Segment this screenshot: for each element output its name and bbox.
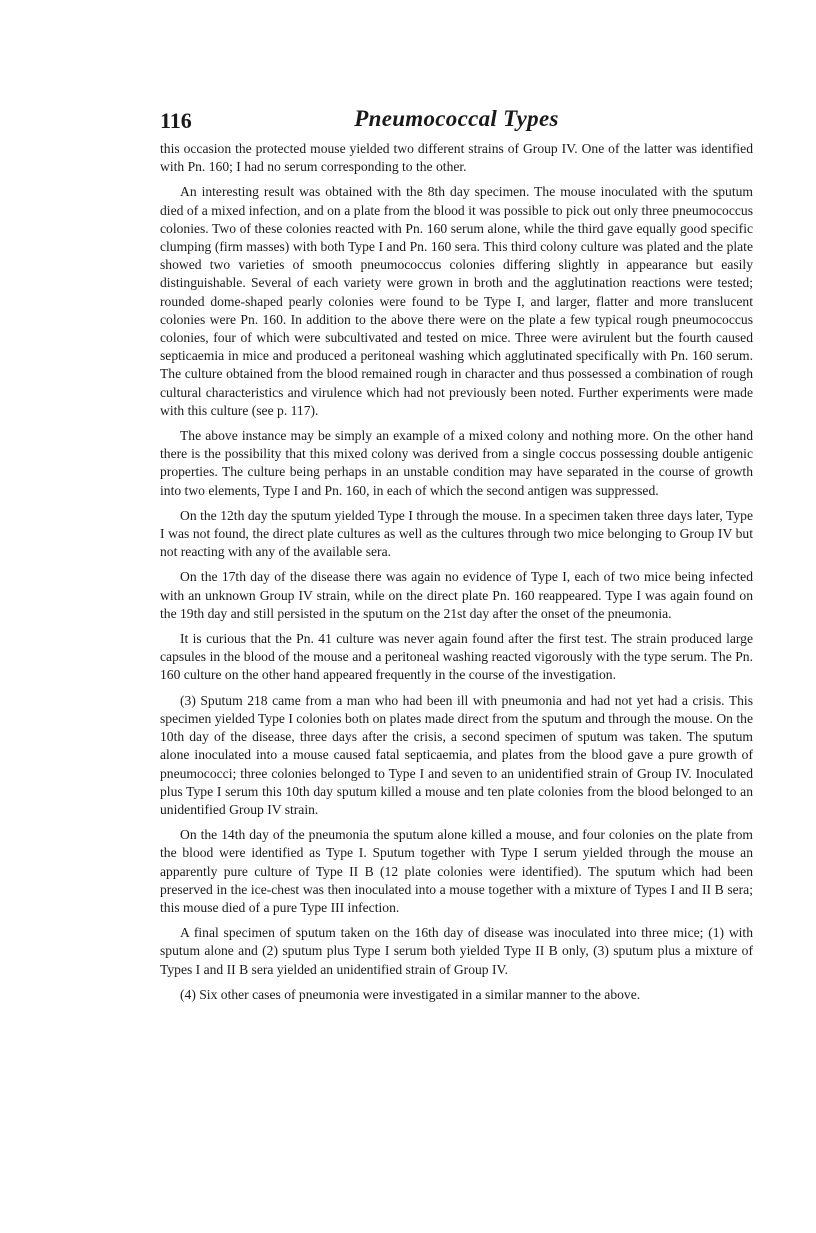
paragraph-2: An interesting result was obtained with the 8th day specimen. The mouse inoculated with the sputum died of a mixed infection, and on a plate from the blood it was possible to pick out only three pneumococcus colonies. Two of these colonies reacted with Pn. 160 serum alone, while the third gave equally good specific clumping (firm masses) with both Type I and Pn. 160 sera. This third colony culture was plated and the plate showed two varieties of smooth pneumococcus colonies differing slightly in appearance but easily distinguishable. Several of each variety were grown in broth and the agglutination reactions were tested; rounded dome-shaped pearly colonies were found to be Type I, and larger, flatter and more translucent colonies were Pn. 160. In addition to the above there were on the plate a few typical rough pneumococcus colonies, four of which were subcultivated and tested on mice. Three were avirulent but the fourth caused septicaemia in mice and produced a peritoneal washing which agglutinated specifically with Pn. 160 serum. The culture obtained from the blood remained rough in character and thus possessed a combination of rough cultural characteristics and virulence which had not previously been noted. Further experiments were made with this culture (see p. 117). (160, 184, 753, 418)
body-text (160, 140, 753, 1004)
paragraph-3: The above instance may be simply an example of a mixed colony and nothing more. On the other hand there is the possibility that this mixed colony was derived from a single coccus possessing double antigenic properties. The culture being perhaps in an unstable condition may have separated in the course of growth into two elements, Type I and Pn. 160, in each of which the second antigen was suppressed. (160, 428, 753, 498)
document-page (160, 106, 753, 1011)
paragraph-4: On the 12th day the sputum yielded Type I through the mouse. In a specimen taken three days later, Type I was not found, the direct plate cultures as well as the cultures through two mice belonging to Group IV but not reacting with any of the available sera. (160, 507, 753, 560)
paragraph-6: It is curious that the Pn. 41 culture was never again found after the first test. The strain produced large capsules in the blood of the mouse and a peritoneal washing reacted vigorously with the type serum. The Pn. 160 culture on the other hand appeared frequently in the course of the investigation. (160, 631, 753, 683)
paragraph-10: (4) Six other cases of pneumonia were investigated in a similar manner to the above. (180, 986, 641, 1002)
paragraph-5: On the 17th day of the disease there was again no evidence of Type I, each of two mice being infected with an unknown Group IV strain, while on the direct plate Pn. 160 reappeared. Type I was again found on the 19th day and still persisted in the sputum on the 21st day after the onset of the pneumonia. (160, 569, 753, 621)
running-title: Pneumococcal Types (354, 106, 559, 131)
paragraph-8: On the 14th day of the pneumonia the sputum alone killed a mouse, and four colonies on the plate from the blood were identified as Type I. Sputum together with Type I serum yielded through the mouse an apparently pure culture of Type II B (12 plate colonies were identified). The sputum which had been preserved in the ice-chest was then inoculated into a mouse together with a mixture of Types I and II B sera; this mouse died of a pure Type III infection. (160, 827, 753, 915)
page-header (160, 106, 753, 140)
page-number: 116 (160, 108, 192, 133)
paragraph-1: this occasion the protected mouse yielded two different strains of Group IV. One of the latter was identified with Pn. 160; I had no serum corresponding to the other. (160, 141, 753, 175)
paragraph-9: A final specimen of sputum taken on the 16th day of disease was inoculated into three mice; (1) with sputum alone and (2) sputum plus Type I serum both yielded Type II B only, (3) sputum plus a mixture of Types I and II B sera yielded an unidentified strain of Group IV. (160, 925, 753, 977)
paragraph-7: (3) Sputum 218 came from a man who had been ill with pneumonia and had not yet had a crisis. This specimen yielded Type I colonies both on plates made direct from the sputum and through the mouse. On the 10th day of the disease, three days after the crisis, a second specimen of sputum was taken. The sputum alone inoculated into a mouse caused fatal septicaemia, and plates from the blood gave a pure growth of pneumococci; three colonies belonged to Type I and seven to an unidentified strain of Group IV. Inoculated plus Type I serum this 10th day sputum killed a mouse and ten plate colonies from the blood belonged to an unidentified Group IV strain. (160, 692, 753, 817)
